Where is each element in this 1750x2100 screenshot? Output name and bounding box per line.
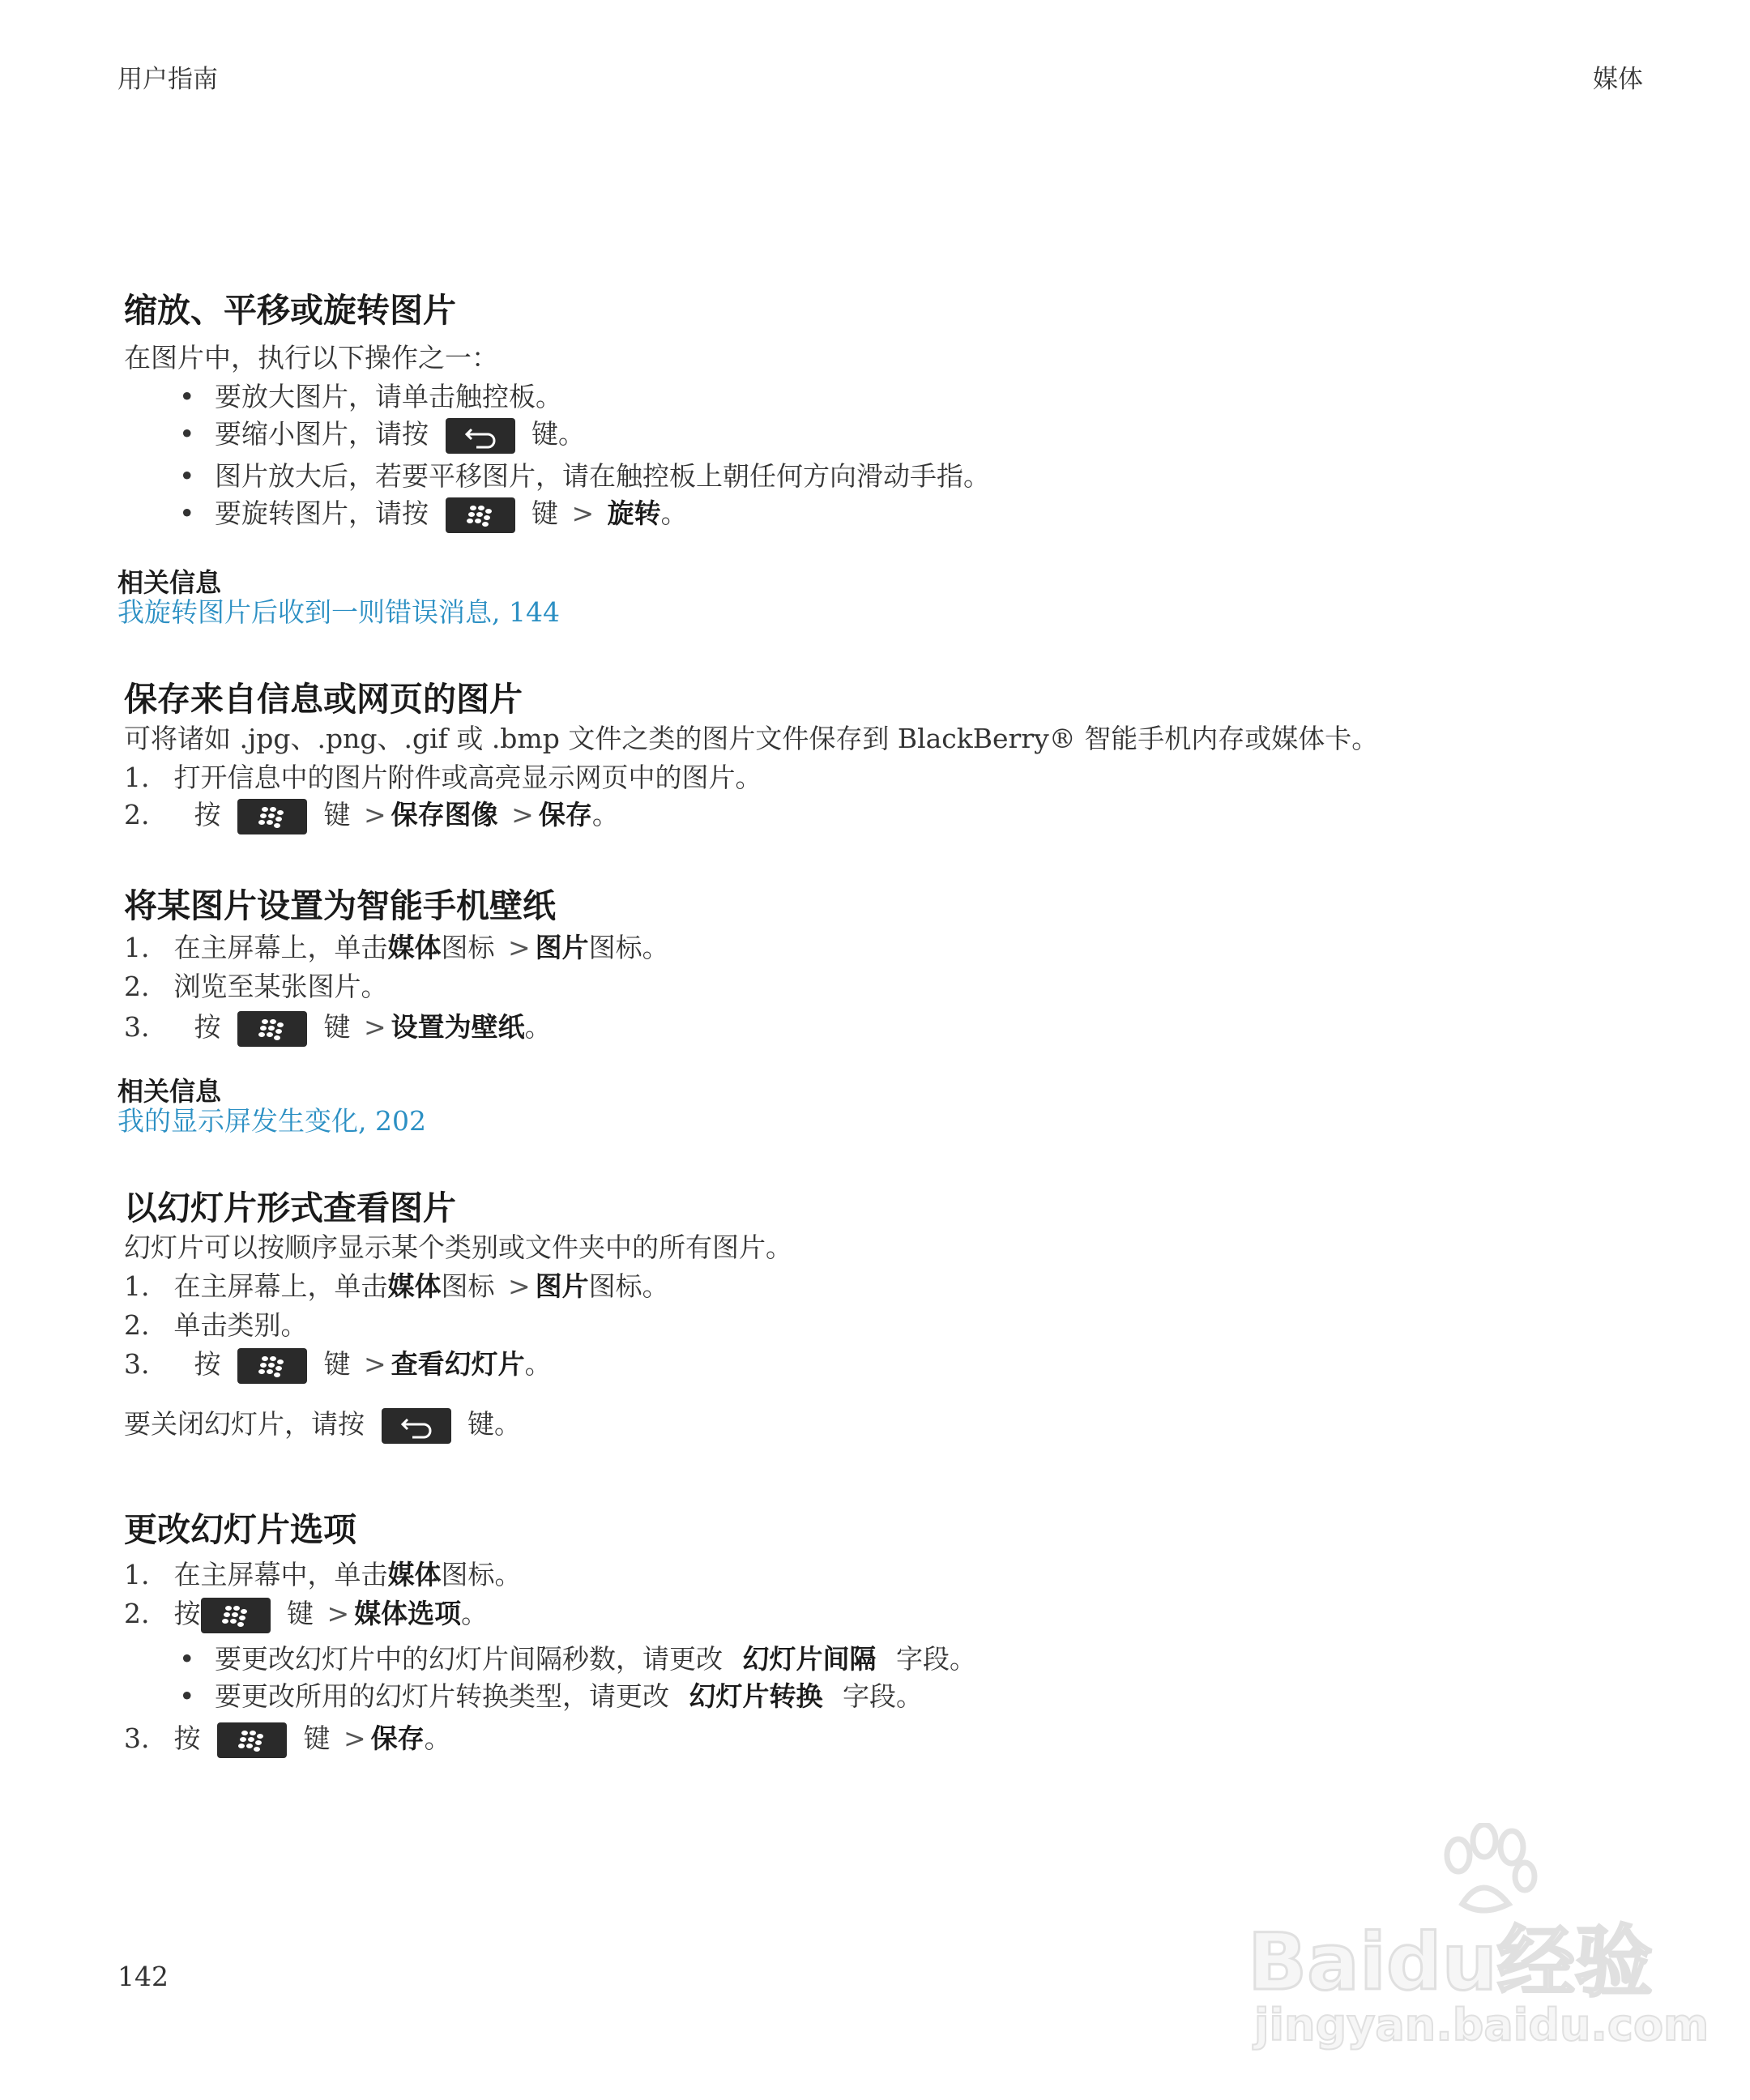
menu-key-icon (446, 497, 515, 533)
menu-key-icon (237, 1011, 307, 1047)
list-item: 3. 按 键 > 保存。 (124, 1721, 451, 1758)
list-item: 2. 浏览至某张图片。 (124, 971, 388, 1002)
list-item: • 要缩小图片，请按 键。 (181, 416, 585, 454)
close-slideshow-note: 要关闭幻灯片，请按 键。 (124, 1406, 521, 1444)
related-link-display-changed[interactable]: 我的显示屏发生变化, 202 (117, 1105, 426, 1137)
watermark-url: jingyan.baidu.com (1254, 2000, 1709, 2051)
bullet-icon: • (179, 1643, 195, 1675)
back-key-icon (382, 1408, 451, 1444)
section-title-wallpaper: 将某图片设置为智能手机壁纸 (124, 886, 556, 925)
section-intro: 在图片中，执行以下操作之一： (124, 342, 498, 373)
list-item: 1. 打开信息中的图片附件或高亮显示网页中的图片。 (124, 762, 762, 793)
list-item: 2. 单击类别。 (124, 1309, 308, 1341)
back-key-icon (446, 418, 515, 454)
header-right: 媒体 (1593, 65, 1643, 94)
list-item: 2. 按 键 > 媒体选项。 (124, 1596, 488, 1633)
menu-key-icon (201, 1598, 271, 1633)
bullet-icon: • (179, 381, 195, 412)
watermark (1248, 1823, 1709, 2066)
list-item: • 要更改幻灯片中的幻灯片间隔秒数，请更改 幻灯片间隔 字段。 (181, 1641, 976, 1677)
list-item: 1. 在主屏幕上，单击媒体图标 > 图片图标。 (124, 1270, 669, 1302)
related-info-heading: 相关信息 (117, 567, 222, 598)
section-title-save: 保存来自信息或网页的图片 (124, 680, 523, 719)
list-item: 3. 按 键 > 查看幻灯片。 (124, 1347, 552, 1384)
menu-key-icon (237, 1348, 307, 1384)
list-item: 1. 在主屏幕上，单击媒体图标 > 图片图标。 (124, 932, 669, 963)
section-title-slideshow: 以幻灯片形式查看图片 (124, 1189, 456, 1227)
menu-key-icon (237, 799, 307, 834)
header-left: 用户指南 (117, 65, 218, 94)
list-item: • 图片放大后，若要平移图片，请在触控板上朝任何方向滑动手指。 (181, 459, 990, 494)
list-item: • 要放大图片，请单击触控板。 (181, 379, 562, 415)
list-item: 3. 按 键 > 设置为壁纸。 (124, 1009, 552, 1047)
related-link-rotate-error[interactable]: 我旋转图片后收到一则错误消息, 144 (117, 596, 560, 628)
bullet-icon: • (179, 418, 195, 450)
watermark-logo: Baidu经验 (1248, 1917, 1653, 2008)
list-item: • 要旋转图片，请按 键 > 旋转。 (181, 496, 688, 533)
related-info-heading: 相关信息 (117, 1076, 222, 1107)
page-number: 142 (117, 1961, 169, 1992)
bullet-icon: • (179, 460, 195, 492)
bullet-icon: • (179, 1680, 195, 1712)
section-intro: 幻灯片可以按顺序显示某个类别或文件夹中的所有图片。 (124, 1231, 792, 1263)
section-title-zoom: 缩放、平移或旋转图片 (124, 291, 456, 330)
list-item: 1. 在主屏幕中，单击媒体图标。 (124, 1559, 522, 1590)
bullet-icon: • (179, 497, 195, 529)
list-item: 2. 按 键 > 保存图像 > 保存。 (124, 797, 619, 834)
section-title-slideshow-options: 更改幻灯片选项 (124, 1510, 356, 1549)
section-intro: 可将诸如 .jpg、.png、.gif 或 .bmp 文件之类的图片文件保存到 BlackBerry® 智能手机内存或媒体卡。 (124, 723, 1379, 754)
menu-key-icon (217, 1722, 287, 1758)
list-item: • 要更改所用的幻灯片转换类型，请更改 幻灯片转换 字段。 (181, 1679, 923, 1714)
